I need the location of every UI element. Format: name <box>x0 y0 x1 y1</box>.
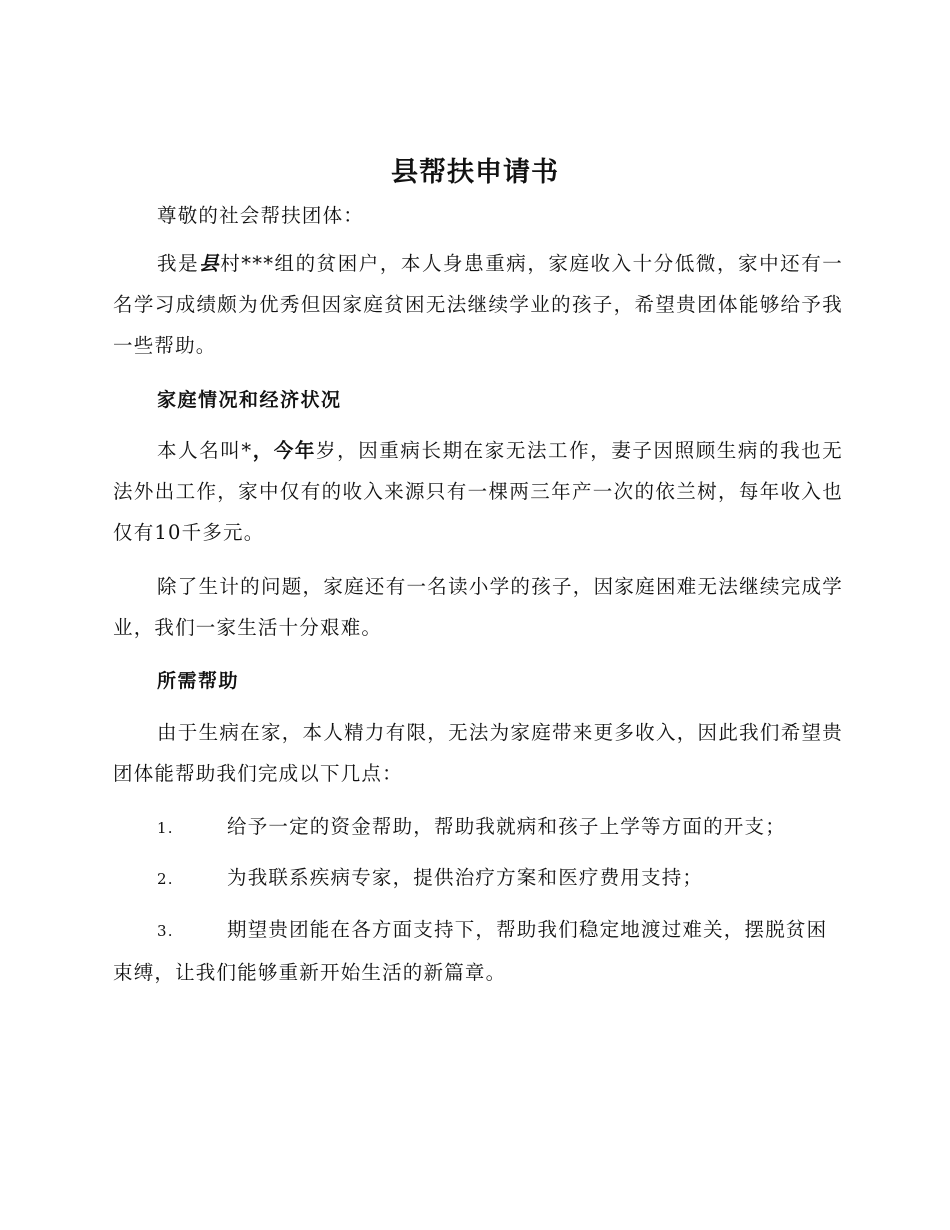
list-item-text: 期望贵团能在各方面支持下，帮助我们稳定地渡过难关，摆脱贫困束缚，让我们能够重新开始生活的新篇章。 <box>113 918 828 984</box>
list-item-number: 3. <box>157 922 174 940</box>
family-p1-rest: 岁，因重病长期在家无法工作，妻子因照顾生病的我也无法外出工作，家中仅有的收入来源只有一棵两三年产一次的依兰树，每年收入也仅有10千多元。 <box>113 439 843 544</box>
section-heading-help: 所需帮助 <box>157 670 240 692</box>
salutation: 尊敬的社会帮扶团体： <box>157 204 365 227</box>
family-paragraph-1 <box>113 430 843 553</box>
intro-paragraph <box>113 243 843 366</box>
list-item-number: 1. <box>157 819 174 837</box>
list-item <box>113 806 843 849</box>
help-paragraph: 由于生病在家，本人精力有限，无法为家庭带来更多收入，因此我们希望贵团体能帮助我们完成以下几点： <box>113 721 843 785</box>
family-p1-bold: ，今年 <box>252 439 317 462</box>
intro-county: 县 <box>199 252 221 275</box>
list-item-number: 2. <box>157 870 174 888</box>
list-item-text: 给予一定的资金帮助，帮助我就病和孩子上学等方面的开支； <box>227 815 786 838</box>
list-item-text: 为我联系疾病专家，提供治疗方案和医疗费用支持； <box>227 866 704 889</box>
intro-rest: 村***组的贫困户，本人身患重病，家庭收入十分低微，家中还有一名学习成绩颇为优秀但因家庭贫困无法继续学业的孩子，希望贵团体能够给予我一些帮助。 <box>113 252 843 357</box>
list-item <box>113 857 843 900</box>
document-title: 县帮扶申请书 <box>391 157 559 188</box>
family-paragraph-2: 除了生计的问题，家庭还有一名读小学的孩子，因家庭困难无法继续完成学业，我们一家生活十分艰难。 <box>113 575 843 639</box>
section-heading-family: 家庭情况和经济状况 <box>157 389 342 411</box>
list-item <box>113 909 843 993</box>
intro-prefix: 我是 <box>157 252 200 275</box>
family-p1-prefix: 本人名叫* <box>157 439 253 462</box>
